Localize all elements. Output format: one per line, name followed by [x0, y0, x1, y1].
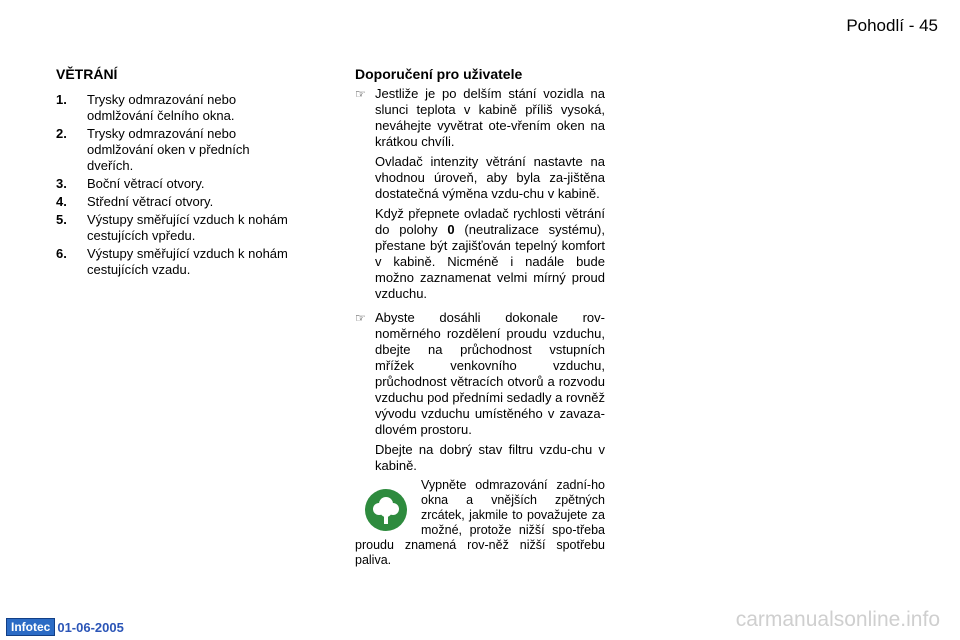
footer-date: 01-06-2005 [57, 619, 124, 635]
item-number: 1. [56, 92, 67, 107]
item-number: 5. [56, 212, 67, 227]
page-title: Pohodlí - 45 [846, 16, 938, 35]
brand-logo: Infotec [6, 618, 55, 636]
ventilation-heading: VĚTRÁNÍ [56, 66, 118, 82]
list-item [56, 212, 291, 244]
eco-tip-text: Vypněte odmrazování zadní-ho okna a vnějších zpětných zrcátek, jakmile to považujete za možné, protože nižší spo-třeba proudu znamená rov-něž nižší spotřebu paliva. [355, 478, 605, 567]
eco-tip [355, 478, 605, 568]
recommendation-block [355, 86, 605, 306]
ventilation-list [56, 92, 291, 280]
list-item [56, 176, 291, 192]
item-number: 4. [56, 194, 67, 209]
list-item [56, 92, 291, 124]
recommendation-block [355, 310, 605, 478]
list-item [56, 194, 291, 210]
watermark: carmanualsonline.info [735, 608, 940, 631]
paragraph [375, 206, 605, 302]
list-item [56, 126, 291, 174]
tree-icon [359, 484, 413, 536]
list-item [56, 246, 291, 278]
item-text: Střední větrací otvory. [87, 194, 214, 209]
paragraph: Dbejte na dobrý stav filtru vzdu-chu v kabině. [375, 442, 605, 473]
item-text: Trysky odmrazování nebo odmlžování čelního okna. [87, 92, 237, 123]
item-text: Boční větrací otvory. [87, 176, 205, 191]
item-text: Trysky odmrazování nebo odmlžování oken v předních dveřích. [87, 126, 250, 173]
position-zero: 0 [447, 222, 455, 237]
item-number: 3. [56, 176, 67, 191]
text-run: (neutralizace systému), přestane být zajišťován tepelný komfort v kabině. Nicméně i nadále bude možno zaznamenat velmi mírný proud vzduchu. [375, 222, 605, 301]
paragraph: Abyste dosáhli dokonale rov-noměrného rozdělení proudu vzduchu, dbejte na průchodnost vstupních mřížek venkovního vzduchu, průchodnost větracích otvorů a rozvodu vzduchu pod předními sedadly a rovněž vývodu vzduchu umístěného v zavaza-dlovém prostoru. [375, 310, 605, 437]
paragraph: Ovladač intenzity větrání nastavte na vhodnou úroveň, aby byla za-jištěna dostatečná výměna vzdu-chu v kabině. [375, 154, 605, 201]
recommendations-body [355, 86, 605, 482]
recommendations-heading: Doporučení pro uživatele [355, 66, 523, 82]
paragraph: Jestliže je po delším stání vozidla na slunci teplota v kabině příliš vysoká, neváhejte vyvětrat ote-vřením oken na krátkou chvíli. [375, 86, 605, 149]
pointing-hand-icon: ☞ [355, 311, 366, 325]
text-run: Když přepnete ovladač rychlosti větrání do polohy [375, 206, 605, 237]
pointing-hand-icon: ☞ [355, 87, 366, 101]
footer [6, 618, 124, 636]
item-number: 6. [56, 246, 67, 261]
item-number: 2. [56, 126, 67, 141]
item-text: Výstupy směřující vzduch k nohám cestujících vzadu. [87, 246, 288, 277]
item-text: Výstupy směřující vzduch k nohám cestujících vpředu. [87, 212, 288, 243]
